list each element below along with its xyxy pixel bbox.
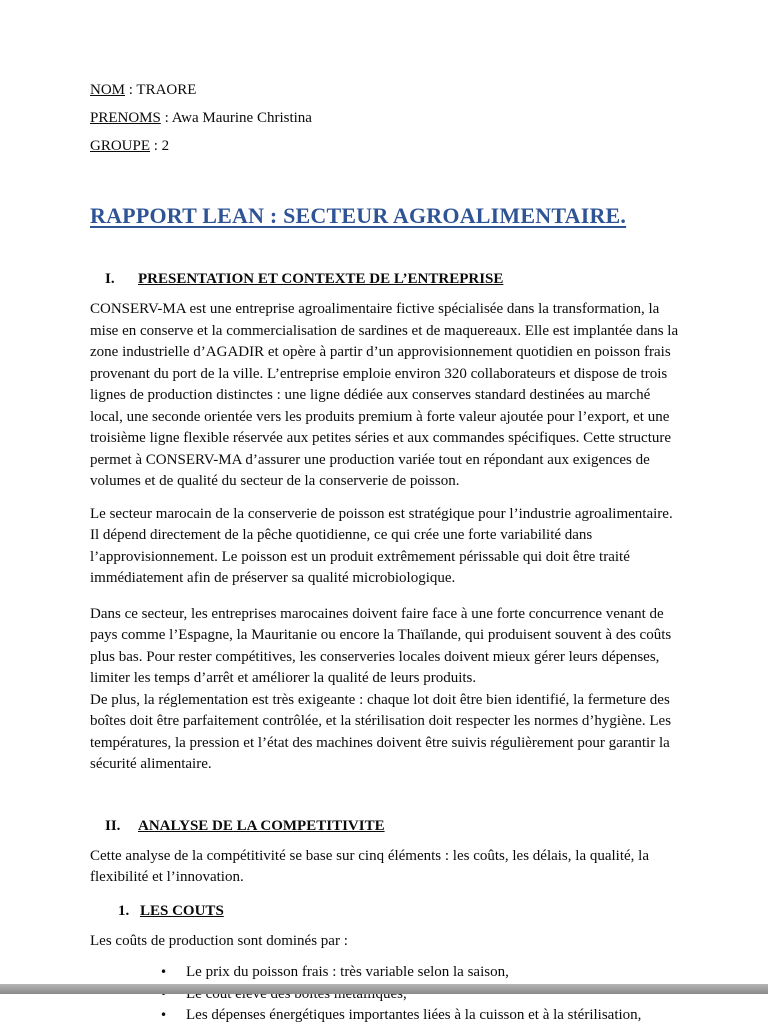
document-content — [90, 80, 682, 1027]
field-prenoms-value: : Awa Maurine Christina — [160, 110, 312, 126]
field-nom-label: NOM — [90, 82, 126, 98]
list-item — [90, 962, 682, 984]
section-2-number: II. — [105, 817, 121, 834]
costs-lead-paragraph: Les coûts de production sont dominés par : — [90, 932, 348, 949]
section-1-heading — [90, 271, 682, 288]
field-groupe — [90, 136, 682, 157]
subsection-1-title: LES COUTS — [140, 902, 224, 919]
section-2-intro: Cette analyse de la compétitivité se base sur cinq éléments : les coûts, les délais, la qualité, la flexibilité et l’innovation. — [90, 847, 649, 885]
list-item — [90, 1005, 682, 1027]
section-2-heading — [90, 818, 682, 835]
section-1-paragraph-2: Le secteur marocain de la conserverie de poisson est stratégique pour l’industrie agroalimentaire. Il dépend directement de la pêche quotidienne, ce qui crée une forte variabilité dans l’approvisionnement. Le poisson est un produit extrêmement périssable qui doit être traité immédiatement afin de préserver sa qualité microbiologique. — [90, 505, 673, 586]
section-1-number: I. — [105, 271, 115, 287]
bullet-icon: • — [160, 965, 168, 979]
subsection-1-number: 1. — [118, 902, 130, 919]
subsection-1-heading — [90, 903, 682, 920]
field-groupe-value: : 2 — [150, 138, 170, 154]
field-prenoms — [90, 108, 682, 129]
bullet-text: Les dépenses énergétiques importantes liées à la cuisson et à la stérilisation, — [186, 1007, 642, 1023]
field-groupe-label: GROUPE — [90, 138, 151, 154]
costs-bullet-list — [90, 962, 682, 1027]
page-bottom-edge — [0, 984, 768, 994]
section-1-paragraph-3a: Dans ce secteur, les entreprises marocaines doivent faire face à une forte concurrence venant de pays comme l’Espagne, la Mauritanie ou encore la Thaïlande, qui produisent souvent à des coûts plus bas. Pour rester compétitives, les conserveries locales doivent mieux gérer leurs dépenses, limiter les temps d’arrêt et améliorer la qualité de leurs produits. — [90, 605, 672, 686]
document-title: RAPPORT LEAN : SECTEUR AGROALIMENTAIRE. — [90, 203, 627, 228]
field-nom — [90, 80, 682, 101]
section-1-paragraph-1: CONSERV-MA est une entreprise agroalimentaire fictive spécialisée dans la transformation, la mise en conserve et la commercialisation de sardines et de maquereaux. Elle est implantée dans la zone industrielle d’AGADIR et opère à partir d’un approvisionnement quotidien en poisson frais provenant du port de la ville. L’entreprise emploie environ 320 collaborateurs et dispose de trois lignes de production distinctes : une ligne dédiée aux conserves standard destinées au marché local, une seconde orientée vers les produits premium à forte valeur ajoutée pour l’export, et une troisième ligne flexible réservée aux petites séries et aux commandes spécifiques. Cette structure permet à CONSERV-MA d’assurer une production variée tout en répondant aux exigences de volumes et de qualité du secteur de la conserverie de poisson. — [90, 301, 679, 489]
bullet-icon: • — [160, 1008, 168, 1022]
field-nom-value: : TRAORE — [125, 82, 197, 98]
section-1-paragraph-3b: De plus, la réglementation est très exigeante : chaque lot doit être bien identifié, la fermeture des boîtes doit être parfaitement contrôlée, et la stérilisation doit respecter les normes d’hygiène. Les températures, la pression et l’état des machines doivent être suivis régulièrement pour garantir la sécurité alimentaire. — [90, 691, 672, 772]
field-prenoms-label: PRENOMS — [90, 110, 161, 126]
section-1-title: PRESENTATION ET CONTEXTE DE L’ENTREPRISE — [138, 271, 504, 287]
bullet-text: Le prix du poisson frais : très variable selon la saison, — [186, 964, 509, 980]
section-2-title: ANALYSE DE LA COMPETITIVITE — [138, 817, 385, 834]
